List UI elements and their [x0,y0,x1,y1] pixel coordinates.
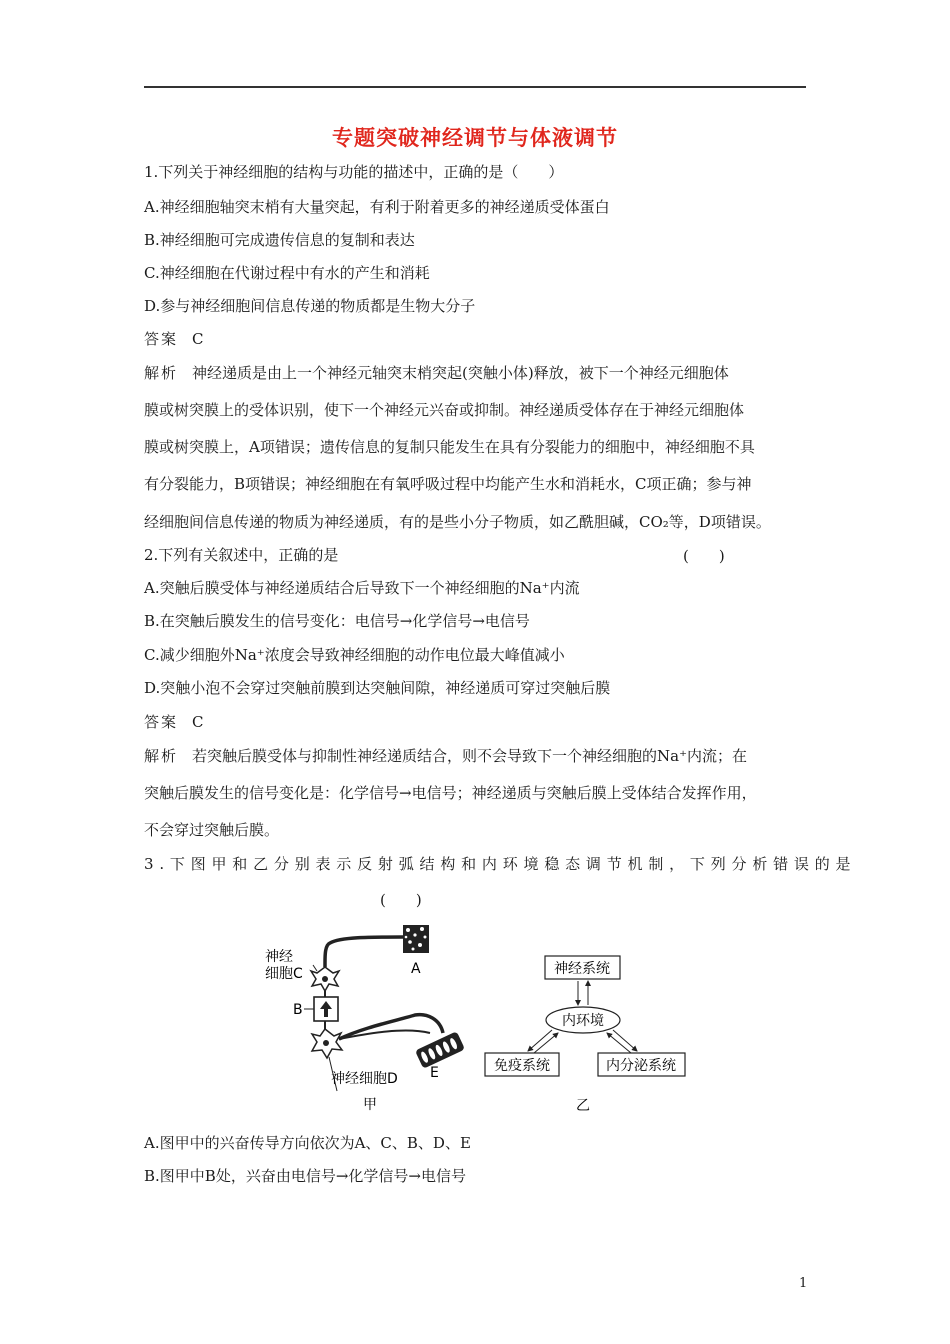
afferent-fiber [325,937,403,967]
page-title: 专题突破神经调节与体液调节 [332,125,618,150]
q3-answer-blank: ( ) [380,891,422,909]
q1-analysis-line: 膜或树突膜上的受体识别，使下一个神经元兴奋或抑制。神经递质受体存在于神经元细胞体 [144,401,745,419]
q1-option-b: B.神经细胞可完成遗传信息的复制和表达 [144,231,415,249]
q1-analysis-line: 膜或树突膜上，A项错误；遗传信息的复制只能发生在具有分裂能力的细胞中，神经细胞不具 [144,438,755,456]
neuron-d [312,1029,342,1058]
analysis-label: 解析 [144,364,179,382]
text-endocrine-system: 内分泌系统 [606,1058,676,1074]
answer-value: C [192,330,204,348]
q2-answer [144,712,204,732]
q1-answer [144,329,204,349]
q1-option-d: D.参与神经细胞间信息传递的物质都是生物大分子 [144,297,476,315]
q1-option-a: A.神经细胞轴突末梢有大量突起，有利于附着更多的神经递质受体蛋白 [144,198,610,216]
label-neuron-d: 神经细胞D [331,1071,398,1087]
figure-reflex-arc [255,915,480,1115]
q2-option-a: A.突触后膜受体与神经递质结合后导致下一个神经细胞的Na⁺内流 [144,579,580,597]
label-neuron-c-line2: 细胞C [265,966,303,982]
text-internal-environment: 内环境 [562,1013,604,1029]
q2-option-d: D.突触小泡不会穿过突触前膜到达突触间隙，神经递质可穿过突触后膜 [144,679,611,697]
label-e: E [430,1065,439,1081]
answer-label: 答案 [144,713,179,731]
text-nervous-system: 神经系统 [554,961,610,977]
q2-analysis-line: 突触后膜发生的信号变化是：化学信号→电信号；神经递质与突触后膜上受体结合发挥作用， [144,784,757,802]
page-number: 1 [799,1276,808,1291]
text-immune-system: 免疫系统 [494,1058,550,1074]
q2-analysis-line: 不会穿过突触后膜。 [144,821,280,839]
label-a: A [411,961,421,977]
q1-analysis-line [144,363,729,383]
analysis-text: 神经递质是由上一个神经元轴突末梢突起(突触小体)释放，被下一个神经元细胞体 [192,364,729,382]
label-b: B [293,1002,303,1018]
caption-yi: 乙 [576,1098,590,1114]
q2-answer-blank: ( ) [683,547,725,565]
q1-stem: 1.下列关于神经细胞的结构与功能的描述中，正确的是（ ） [144,163,564,181]
effector-e [415,1031,465,1069]
caption-jia: 甲 [363,1097,377,1113]
figure-homeostasis [480,950,690,1115]
q2-option-b: B.在突触后膜发生的信号变化：电信号→化学信号→电信号 [144,612,530,630]
answer-value: C [192,713,204,731]
q3-option-b: B.图甲中B处，兴奋由电信号→化学信号→电信号 [144,1167,466,1185]
c-pointer [313,965,317,971]
analysis-text: 若突触后膜受体与抑制性神经递质结合，则不会导致下一个神经细胞的Na⁺内流；在 [192,747,748,765]
q1-analysis-line: 有分裂能力，B项错误；神经细胞在有氧呼吸过程中均能产生水和消耗水，C项正确；参与神 [144,475,752,493]
q3-option-a: A.图甲中的兴奋传导方向依次为A、C、B、D、E [144,1134,471,1152]
q1-analysis-line: 经细胞间信息传递的物质为神经递质，有的是些小分子物质，如乙酰胆碱，CO₂等，D项错误。 [144,513,771,531]
neuron-c [311,967,339,991]
q1-option-c: C.神经细胞在代谢过程中有水的产生和消耗 [144,264,430,282]
analysis-label: 解析 [144,747,179,765]
q2-analysis-line [144,746,747,766]
q2-option-c: C.减少细胞外Na⁺浓度会导致神经细胞的动作电位最大峰值减小 [144,646,565,664]
q2-stem: 2.下列有关叙述中，正确的是 [144,546,339,564]
answer-label: 答案 [144,330,179,348]
q3-stem: 3.下图甲和乙分别表示反射弧结构和内环境稳态调节机制，下列分析错误的是 [144,855,857,873]
label-neuron-c-line1: 神经 [265,949,293,965]
header-rule [144,86,806,88]
